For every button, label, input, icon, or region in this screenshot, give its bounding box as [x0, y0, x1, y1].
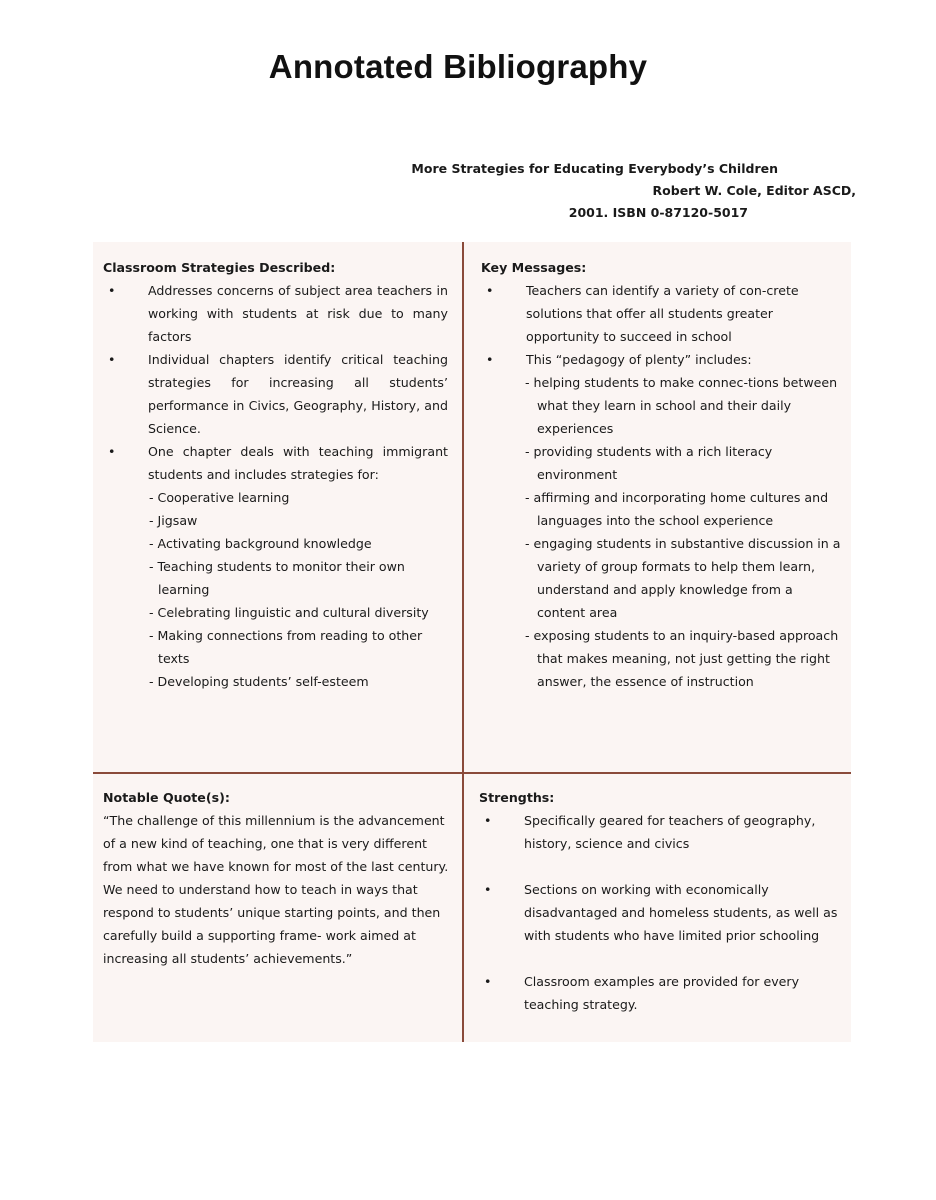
list-item — [479, 878, 841, 947]
quote-text: “The challenge of this millennium is the advancement of a new kind of teaching, one that is very different from what we have known for most of the last century. We need to understand how to teach in ways that respond to students’ unique starting points, and then carefully build a supporting frame- work aimed at increasing all students’ achievements.” — [103, 813, 449, 966]
citation — [411, 158, 856, 224]
bullet-icon: • — [486, 352, 494, 367]
sub-item: - affirming and incorporating home cultures and languages into the school experience — [525, 490, 829, 528]
horizontal-divider — [93, 772, 851, 774]
bullet-icon: • — [484, 813, 492, 828]
classroom-strategies-heading: Classroom Strategies Described: — [103, 260, 336, 275]
list-item — [103, 279, 448, 348]
bullet-text: Classroom examples are provided for every teaching strategy. — [524, 974, 800, 1012]
sub-item: - Developing students’ self-esteem — [149, 674, 369, 689]
list-item — [481, 348, 841, 371]
bullet-icon: • — [486, 283, 494, 298]
sub-item: - Celebrating linguistic and cultural diversity — [149, 605, 429, 620]
classroom-strategies-cell — [103, 256, 448, 693]
bullet-text: Individual chapters identify critical teaching strategies for increasing all students’ performance in Civics, Geography, History, and Science. — [148, 352, 448, 436]
spacer — [479, 947, 841, 970]
citation-book-title: More Strategies for Educating Everybody’s Children — [411, 161, 778, 176]
sub-item: - engaging students in substantive discussion in a variety of group formats to help them learn, understand and apply knowledge from a content area — [525, 536, 841, 620]
sub-item: - exposing students to an inquiry-based approach that makes meaning, not just getting the right answer, the essence of instruction — [525, 628, 839, 689]
bullet-icon: • — [108, 352, 116, 367]
citation-isbn: 2001. ISBN 0-87120-5017 — [568, 205, 748, 220]
sub-item: - Cooperative learning — [149, 490, 290, 505]
bullet-icon: • — [484, 882, 492, 897]
sub-item: - Teaching students to monitor their own learning — [149, 559, 405, 597]
key-messages-heading: Key Messages: — [481, 260, 587, 275]
bullet-text: Addresses concerns of subject area teachers in working with students at risk due to many factors — [148, 283, 448, 344]
notable-quote-heading: Notable Quote(s): — [103, 790, 230, 805]
bullet-text: One chapter deals with teaching immigrant students and includes strategies for: — [148, 444, 448, 482]
bullet-icon: • — [108, 283, 116, 298]
bullet-text: Teachers can identify a variety of con-crete solutions that offer all students greater opportunity to succeed in school — [526, 283, 799, 344]
sub-item: - Making connections from reading to other texts — [149, 628, 423, 666]
list-item — [103, 348, 448, 440]
document-title: Annotated Bibliography — [268, 48, 648, 85]
strengths-cell — [479, 786, 841, 1016]
list-item — [479, 970, 841, 1016]
bullet-text: Sections on working with economically disadvantaged and homeless students, as well as with students who have limited prior schooling — [524, 882, 838, 943]
spacer — [479, 855, 841, 878]
bibliography-grid — [93, 242, 851, 1042]
citation-editor: Robert W. Cole, Editor ASCD, — [652, 183, 856, 198]
bullet-icon: • — [108, 444, 116, 459]
vertical-divider — [462, 242, 464, 1042]
bullet-icon: • — [484, 974, 492, 989]
sub-item: - Activating background knowledge — [149, 536, 372, 551]
bullet-text: This “pedagogy of plenty” includes: — [526, 352, 752, 367]
list-item — [479, 809, 841, 855]
key-messages-cell — [481, 256, 841, 693]
list-item — [481, 279, 841, 348]
strengths-heading: Strengths: — [479, 790, 555, 805]
list-item — [103, 440, 448, 486]
sub-item: - helping students to make connec-tions between what they learn in school and their daily experiences — [525, 375, 838, 436]
sub-item: - Jigsaw — [149, 513, 198, 528]
notable-quote-cell — [103, 786, 455, 970]
sub-item: - providing students with a rich literacy environment — [525, 444, 773, 482]
bullet-text: Specifically geared for teachers of geography, history, science and civics — [524, 813, 816, 851]
